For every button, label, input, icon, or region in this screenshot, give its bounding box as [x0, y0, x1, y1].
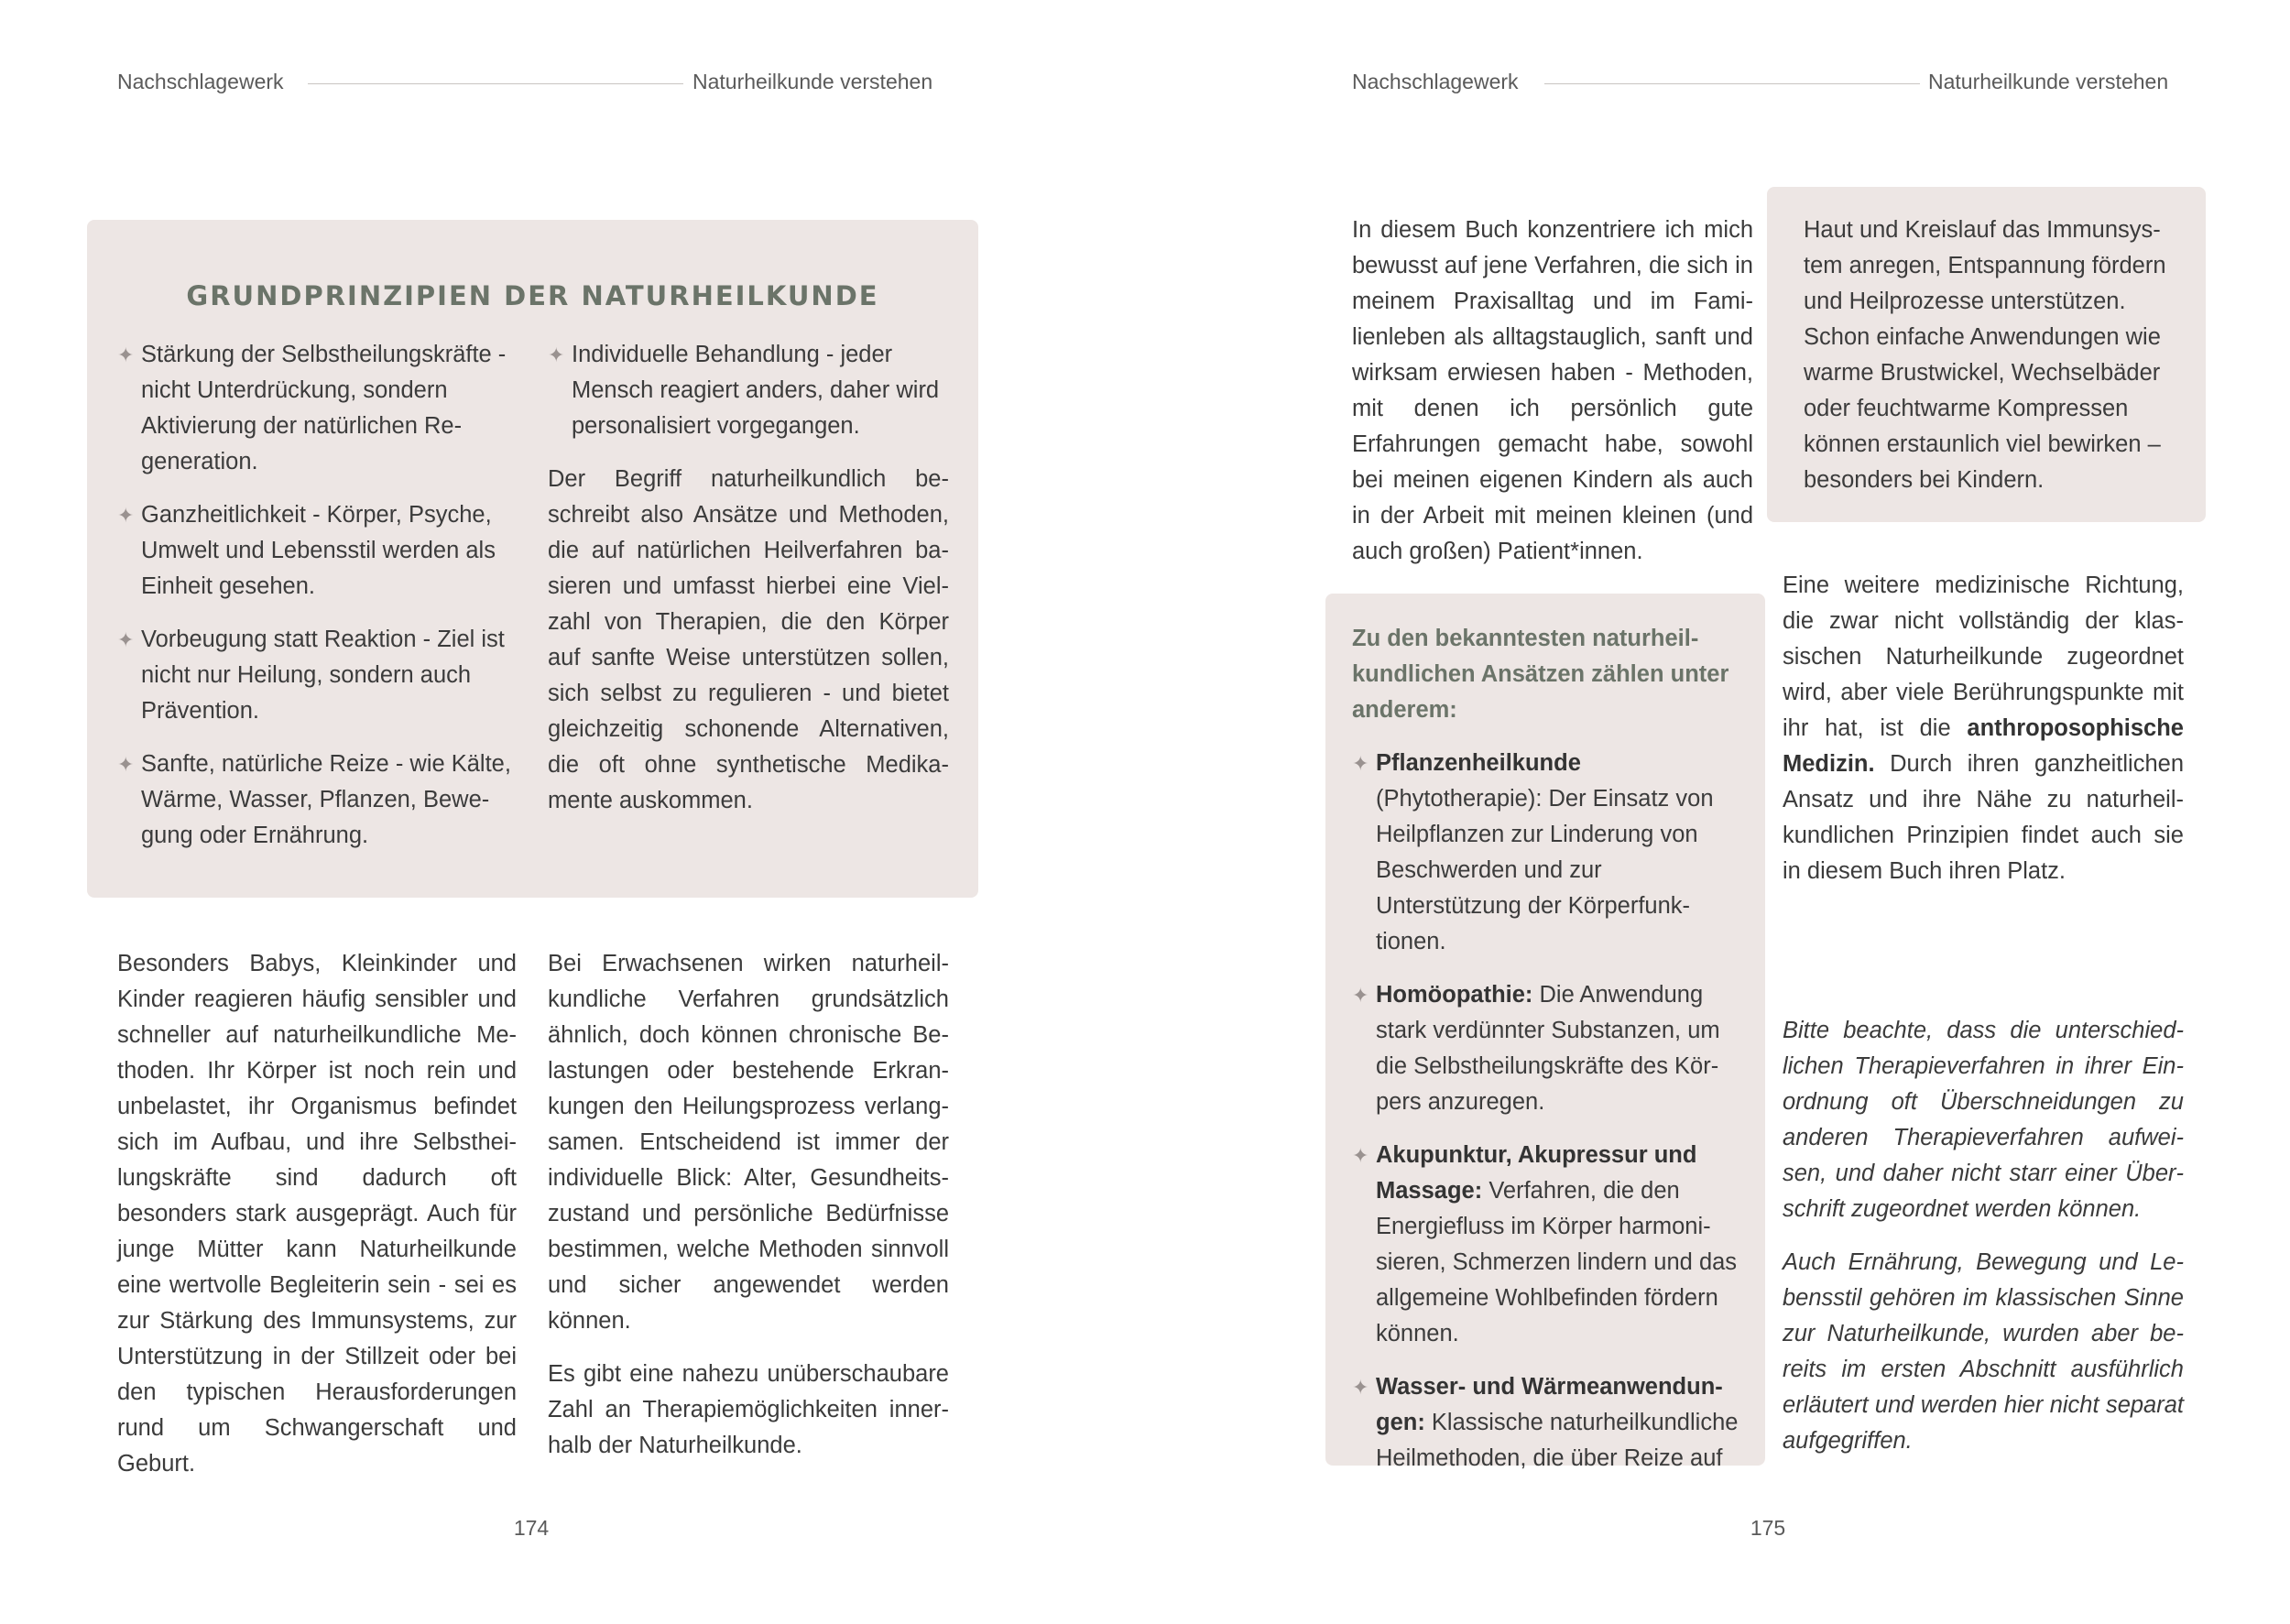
list-item: ✦ Akupunktur, Akupressur und Massage: Verfahren, die den Energiefluss im Körper harmonisieren, Schmerzen lindern und das allgemeine Wohlbefinden fördern können.: [1352, 1138, 1741, 1352]
list-item: ✦ Homöopathie: Die Anwendung stark verdünnter Substanzen, um die Selbstheilungskräfte des Körpers anzuregen.: [1352, 977, 1741, 1120]
principles-box-title: GRUNDPRINZIPIEN DER NATURHEILKUNDE: [186, 280, 879, 311]
left-body-column-2: [548, 946, 949, 1481]
plus-bullet-icon: ✦: [117, 343, 135, 366]
body-paragraph: Eine weitere medizinische Richtung, die zwar nicht vollständig der klassischen Naturheilkunde zugeordnet wird, aber viele Berührungspunkte mit ihr hat, ist die anthroposophische Medizin. Durch ihren ganzheitlichen Ansatz und ihre Nähe zu naturheilkundlichen Prinzipien findet auch sie in diesem Buch ihren Platz.: [1783, 572, 2184, 884]
list-item: ✦ Ganzheitlichkeit - Körper, Psyche, Umwelt und Lebensstil werden als Einheit gesehen.: [117, 497, 516, 605]
header-rule: [308, 83, 683, 84]
page-number-left: 174: [513, 1516, 550, 1540]
body-paragraph: Es gibt eine nahezu unüberschaubare Zahl an Therapiemöglichkeiten innerhalb der Naturheilkunde.: [548, 1361, 949, 1458]
approaches-heading: Zu den bekanntesten naturheilkundlichen Ansätzen zählen unter anderem:: [1352, 626, 1729, 723]
principles-box: [87, 220, 978, 898]
note-paragraph: Bitte beachte, dass die unterschiedlichen Therapieverfahren in ihrer Einordnung oft Überschneidungen zu anderen Therapieverfahren aufweisen, und daher nicht starr einer Überschrift zugeordnet werden können.: [1783, 1018, 2184, 1222]
running-header-right: Naturheilkunde verstehen: [692, 70, 933, 93]
approaches-box-content: [1352, 621, 1741, 1494]
plus-bullet-icon: ✦: [1352, 752, 1369, 775]
body-paragraph: Bei Erwachsenen wirken naturheilkundliche Verfahren grundsätzlich ähnlich, doch können chronische Belastungen oder bestehende Erkrankungen den Heilungsprozess verlangsamen. Entscheidend ist immer der individuelle Blick: Alter, Gesundheitszustand und persönliche Bedürfnisse bestimmen, welche Methoden sinnvoll und sicher angewendet werden können.: [548, 951, 949, 1334]
plus-bullet-icon: ✦: [548, 343, 565, 366]
plus-bullet-icon: ✦: [1352, 1144, 1369, 1167]
list-item: ✦ Pflanzenheilkunde (Phytotherapie): Der Einsatz von Heilpflanzen zur Linderung von Beschwerden und zur Unterstützung der Körperfunktionen.: [1352, 746, 1741, 960]
running-header-left: Nachschlagewerk: [117, 70, 284, 93]
running-header-left: Nachschlagewerk: [1352, 70, 1519, 93]
page-number-right: 175: [1750, 1516, 1786, 1540]
list-item: ✦ Sanfte, natürliche Reize - wie Kälte, Wärme, Wasser, Pflanzen, Bewegung oder Ernährung.: [117, 747, 516, 854]
list-item: ✦ Vorbeugung statt Reaktion - Ziel ist nicht nur Heilung, sondern auch Prävention.: [117, 622, 516, 729]
plus-bullet-icon: ✦: [1352, 984, 1369, 1007]
continuation-text: Haut und Kreislauf das Immunsystem anregen, Entspannung fördern und Heilprozesse unterstützen. Schon einfache Anwendungen wie warme Brustwickel, Wechselbäder oder feuchtwarme Kompressen können erstaunlich viel bewirken –besonders bei Kindern.: [1804, 217, 2166, 493]
body-paragraph: Besonders Babys, Kleinkinder und Kinder reagieren häufig sensibler und schneller auf naturheilkundliche Methoden. Ihr Körper ist noch rein und unbelastet, ihr Organismus befindet sich im Aufbau, und ihre Selbstheilungskräfte sind dadurch oft besonders stark ausgeprägt. Auch für junge Mütter kann Naturheilkunde eine wertvolle Begleiterin sein - sei es zur Stärkung des Immunsystems, zur Unterstützung in der Stillzeit oder bei den typischen Herausforderungen rund um Schwangerschaft und Geburt.: [117, 951, 517, 1477]
left-body-column-1: [117, 946, 517, 1499]
header-rule: [1544, 83, 1920, 84]
plus-bullet-icon: ✦: [117, 628, 135, 651]
list-item: ✦ Wasser- und Wärmeanwendungen: Klassische naturheilkundliche Heilmethoden, die über Reize auf: [1352, 1369, 1741, 1477]
right-intro-column: [1352, 213, 1753, 587]
body-paragraph: In diesem Buch konzentriere ich mich bewusst auf jene Verfahren, die sich in meinem Praxisalltag und im Familienleben als alltagstauglich, sanft und wirksam erwiesen haben - Methoden, mit denen ich persönlich gute Erfahrungen gemacht habe, sowohl bei meinen eigenen Kindern als auch in der Arbeit mit meinen kleinen (und auch großen) Patient*innen.: [1352, 217, 1753, 564]
principles-column-1: [117, 337, 516, 871]
note-paragraph: Auch Ernährung, Bewegung und Lebensstil gehören im klassischen Sinne zur Naturheilkunde, wurden aber bereits im ersten Abschnitt ausführlich erläutert und werden hier nicht separat aufgegriffen.: [1783, 1249, 2184, 1454]
running-header-right: Naturheilkunde verstehen: [1928, 70, 2169, 93]
continuation-box: [1767, 187, 2206, 522]
principles-column-2: [548, 337, 949, 836]
list-item: ✦ Individuelle Behandlung - jeder Mensch reagiert anders, daher wird personalisiert vorgegangen.: [548, 337, 949, 444]
approaches-box: [1325, 594, 1765, 1471]
principles-paragraph: Der Begriff naturheilkundlich beschreibt also Ansätze und Methoden, die auf natürlichen Heilverfahren basieren und umfasst hierbei eine Vielzahl von Therapien, die den Körper auf sanfte Weise unterstützen sollen, sich selbst zu regulieren - und bietet gleichzeitig schonende Alternativen, die oft ohne synthetische Medikamente auskommen.: [548, 466, 949, 813]
right-body-column-2: [1783, 568, 2184, 907]
plus-bullet-icon: ✦: [117, 504, 135, 527]
plus-bullet-icon: ✦: [117, 753, 135, 776]
plus-bullet-icon: ✦: [1352, 1376, 1369, 1399]
list-item: ✦ Stärkung der Selbstheilungskräfte - nicht Unterdrückung, sondern Aktivierung der natürlichen Regeneration.: [117, 337, 516, 480]
right-notes-column: [1783, 1013, 2184, 1477]
